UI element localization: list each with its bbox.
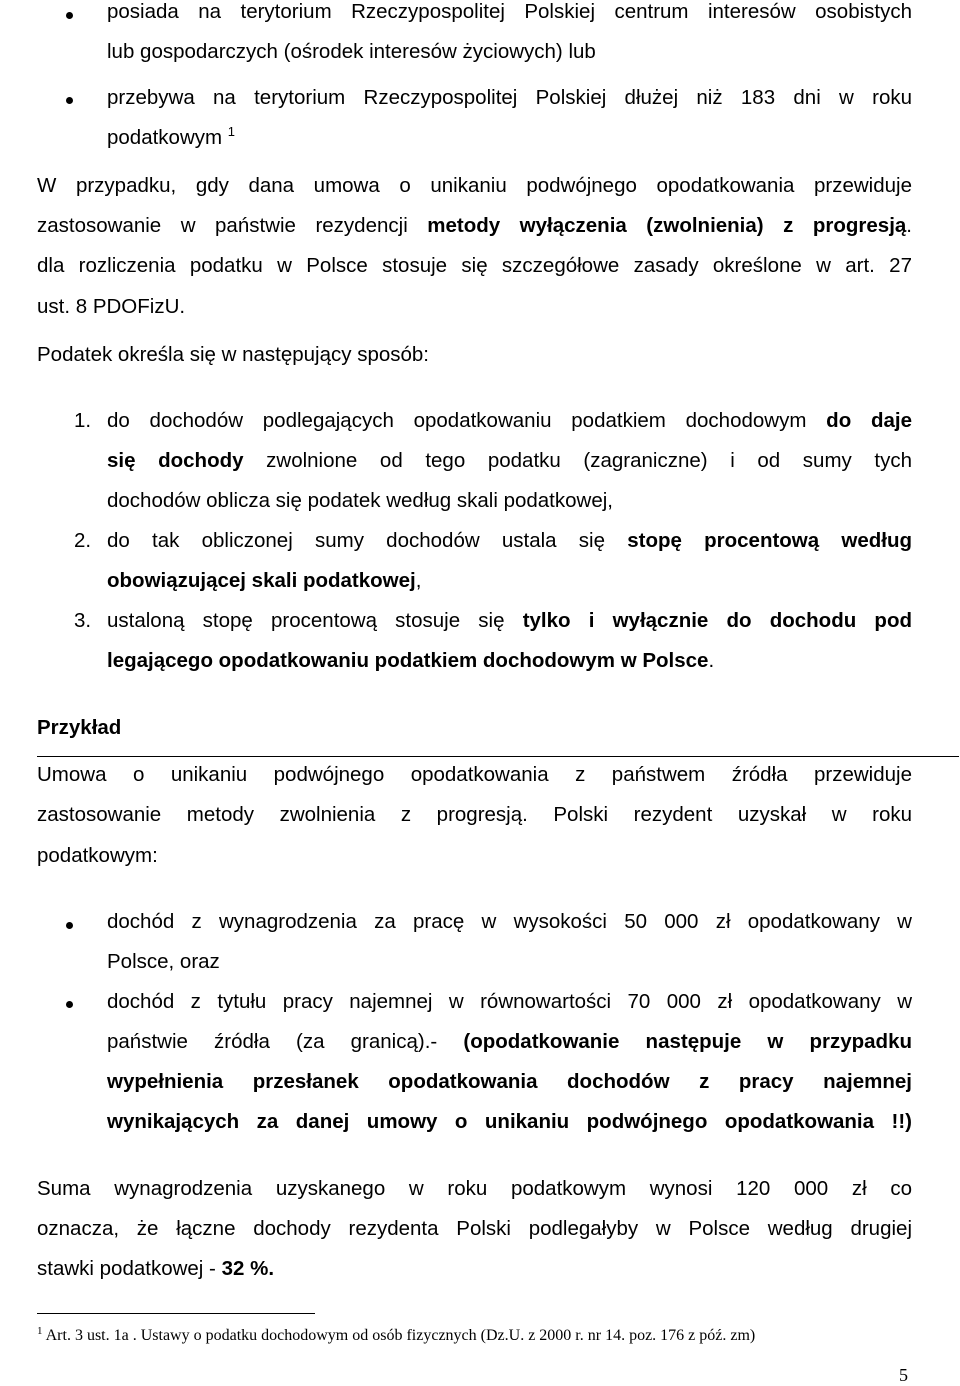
bold-span: się dochody <box>107 449 244 472</box>
paragraph-line: dla rozliczenia podatku w Polsce stosuje się szczegółowe zasady określone w art. 27 <box>37 254 912 277</box>
bullet-text <box>107 1072 912 1093</box>
bullet-text: Polsce, oraz <box>107 950 220 973</box>
bullet-text <box>107 124 912 149</box>
bold-span: wypełnienia przesłanek opodatkowania dochodów z pracy najemnej <box>107 1070 912 1093</box>
text-span: . <box>708 649 715 672</box>
text-span: zastosowanie w państwie rezydencji <box>37 214 428 237</box>
text-span: zwolnione od tego podatku (zagraniczne) i od sumy tych <box>243 449 912 472</box>
paragraph-line <box>37 216 912 237</box>
list-item-line <box>107 451 912 472</box>
paragraph-line: Suma wynagrodzenia uzyskanego w roku podatkowym wynosi 120 000 zł co <box>37 1177 912 1200</box>
paragraph-line: W przypadku, gdy dana umowa o unikaniu podwójnego opodatkowania przewiduje <box>37 174 912 197</box>
text-span: , <box>415 569 422 592</box>
paragraph-line: zastosowanie metody zwolnienia z progresją. Polski rezydent uzyskał w roku <box>37 803 912 826</box>
paragraph-line <box>37 1259 274 1280</box>
bold-span: do daje <box>826 409 912 432</box>
list-item-line <box>107 611 912 632</box>
list-item-line: dochodów oblicza się podatek według skali podatkowej, <box>107 489 613 512</box>
list-number: 3. <box>74 609 92 632</box>
text-span: państwie źródła (za granicą).- <box>107 1030 464 1053</box>
paragraph-line: oznacza, że łączne dochody rezydenta Polski podlegałyby w Polsce według drugiej <box>37 1217 912 1240</box>
bullet-text: przebywa na terytorium Rzeczypospolitej Polskiej dłużej niż 183 dni w roku <box>107 86 912 109</box>
paragraph-line: Podatek określa się w następujący sposób: <box>37 343 430 366</box>
bold-span: metody wyłączenia (zwolnienia) z progresją <box>427 214 907 237</box>
bold-span: obowiązującej skali podatkowej <box>107 569 416 592</box>
text-span: . <box>906 214 912 237</box>
bullet-text <box>107 1032 912 1053</box>
text-span: stawki podatkowej - <box>37 1257 222 1280</box>
page-number: 5 <box>899 1365 908 1385</box>
list-item-line <box>107 571 912 592</box>
text-span: do tak obliczonej sumy dochodów ustala się <box>107 529 628 552</box>
list-number: 2. <box>74 529 92 552</box>
bullet-text: dochód z wynagrodzenia za pracę w wysokości 50 000 zł opodatkowany w <box>107 910 912 933</box>
text-span: ustaloną stopę procentową stosuje się <box>107 609 523 632</box>
footnote <box>37 1326 755 1344</box>
paragraph-line: podatkowym: <box>37 844 158 867</box>
bullet-text: dochód z tytułu pracy najemnej w równowartości 70 000 zł opodatkowany w <box>107 990 912 1013</box>
bullet-dot <box>66 97 73 104</box>
list-item-line <box>107 411 912 432</box>
list-number: 1. <box>74 409 92 432</box>
bold-span: (opodatkowanie następuje w przypadku <box>463 1030 912 1053</box>
bullet-text-part: podatkowym <box>107 126 223 149</box>
bullet-dot <box>66 922 73 929</box>
footnote-ref: 1 <box>227 124 236 139</box>
bullet-text: lub gospodarczych (ośrodek interesów życiowych) lub <box>107 40 596 63</box>
bullet-dot <box>66 1001 73 1008</box>
divider <box>37 756 959 757</box>
footnote-text: Art. 3 ust. 1a . Ustawy o podatku dochodowym od osób fizycznych (Dz.U. z 2000 r. nr 14. poz. 176 z póź. zm) <box>42 1327 756 1344</box>
bold-span: tylko i wyłącznie do dochodu pod <box>522 609 912 632</box>
text-span: do dochodów podlegających opodatkowaniu podatkiem dochodowym <box>107 409 827 432</box>
paragraph-line: ust. 8 PDOFizU. <box>37 295 186 318</box>
footnote-number: 1 <box>37 1325 43 1337</box>
list-item-line <box>107 531 912 552</box>
bullet-text <box>107 1112 912 1133</box>
paragraph-line: Umowa o unikaniu podwójnego opodatkowania z państwem źródła przewiduje <box>37 763 912 786</box>
bullet-text: posiada na terytorium Rzeczypospolitej Polskiej centrum interesów osobistych <box>107 0 912 23</box>
section-heading: Przykład <box>37 716 122 739</box>
bold-span: legającego opodatkowaniu podatkiem dochodowym w Polsce <box>107 649 709 672</box>
bold-span: stopę procentową według <box>627 529 912 552</box>
bullet-dot <box>66 12 73 19</box>
bold-span: wynikających za danej umowy o unikaniu podwójnego opodatkowania !!) <box>107 1110 912 1133</box>
footnote-separator <box>37 1313 315 1314</box>
bold-span: 32 %. <box>221 1257 275 1280</box>
list-item-line <box>107 651 912 672</box>
